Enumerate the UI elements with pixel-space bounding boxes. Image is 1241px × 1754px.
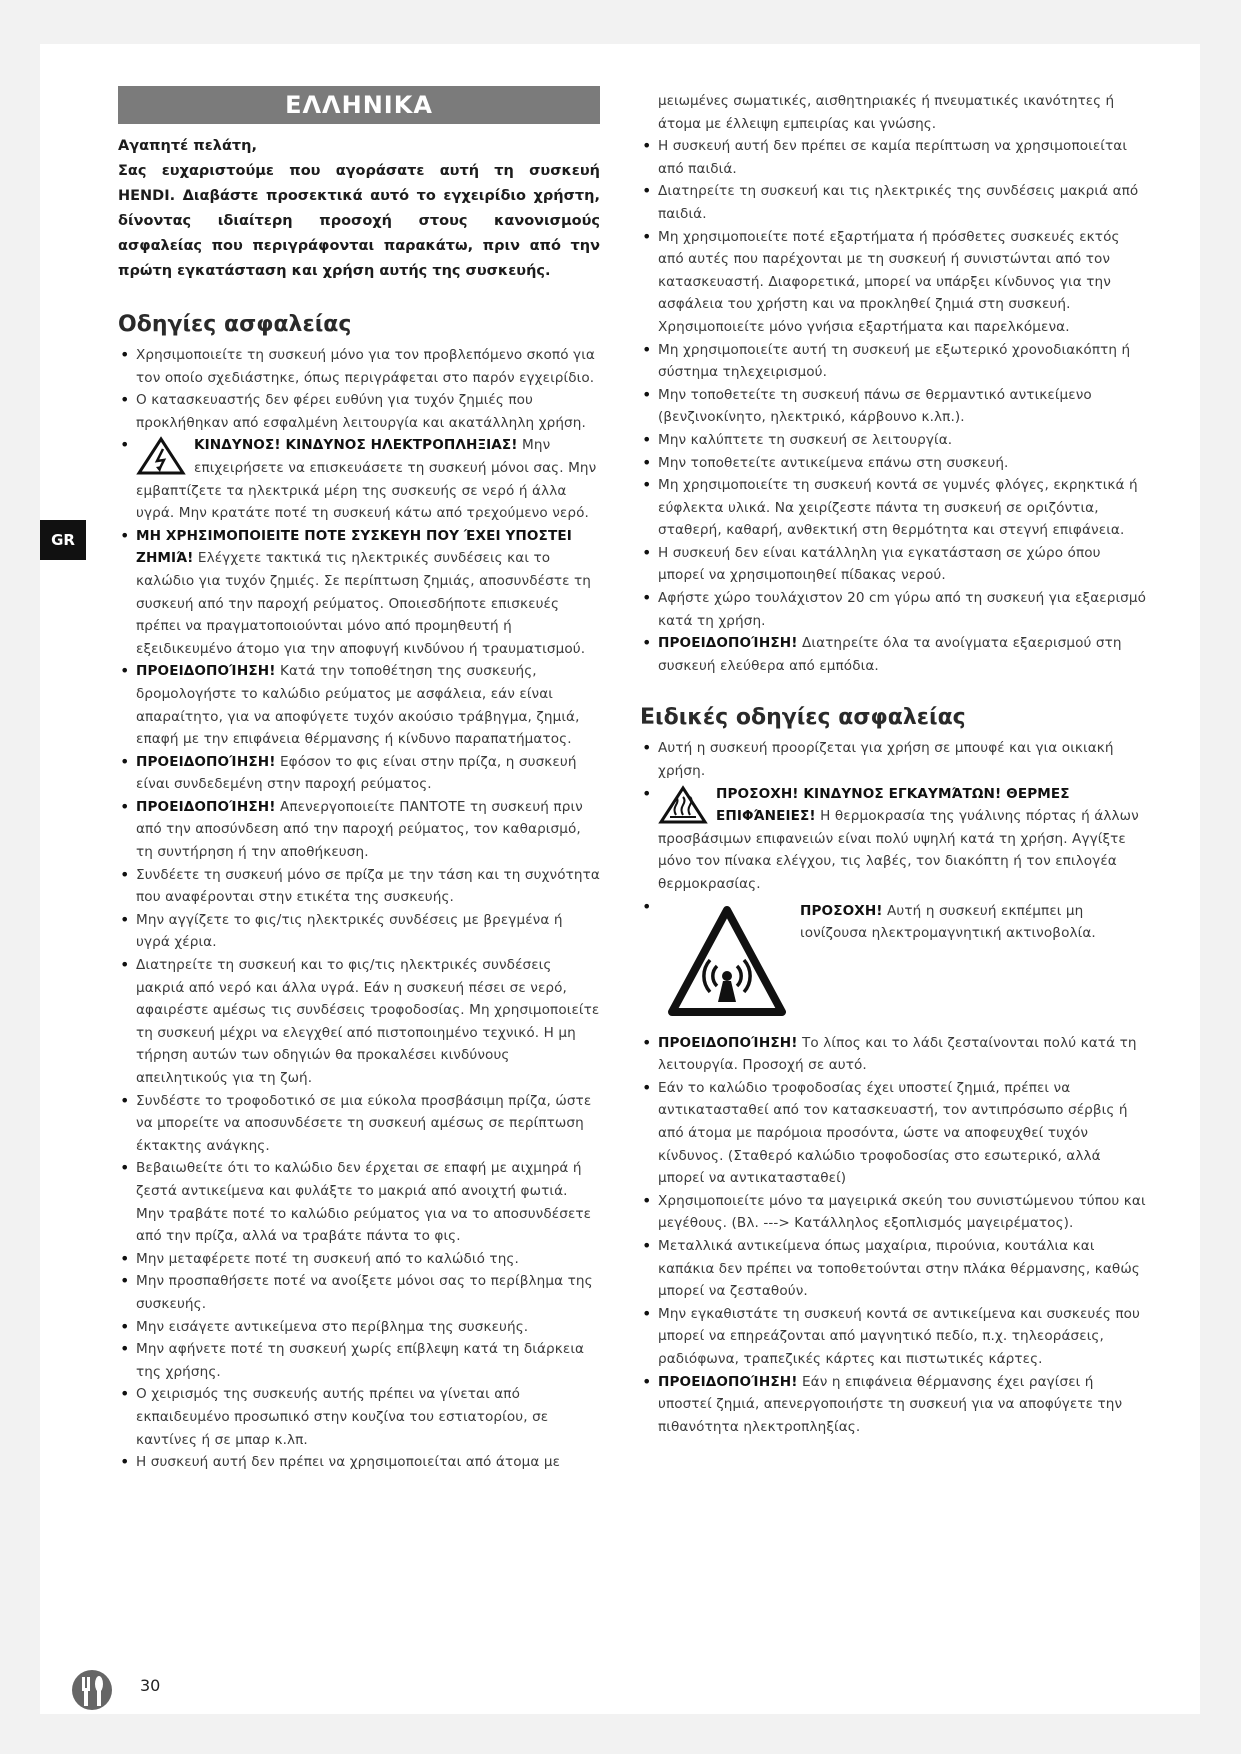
list-item: • Μη χρησιμοποιείτε τη συσκευή κοντά σε γυμνές φλόγες, εκρηκτικά ή εύφλεκτα υλικά. Να χειρίζεστε πάντα τη συσκευή σε οριζόντια, σταθερή, καθαρή, ανθεκτική στη θερμότητα και στεγνή επιφάνεια.: [640, 474, 1148, 542]
warning-text: Το λίπος και το λάδι ζεσταίνονται πολύ κατά τη λειτουργία. Προσοχή σε αυτό.: [658, 1034, 1137, 1074]
list-item: • Μην εισάγετε αντικείμενα στο περίβλημα της συσκευής.: [118, 1316, 600, 1339]
list-item: • Η συσκευή δεν είναι κατάλληλη για εγκατάσταση σε χώρο όπου μπορεί να χρησιμοποιηθεί πίδακας νερού.: [640, 542, 1148, 587]
list-item: • Μην μεταφέρετε ποτέ τη συσκευή από το καλώδιό της.: [118, 1248, 600, 1271]
list-item: • Μη χρησιμοποιείτε ποτέ εξαρτήματα ή πρόσθετες συσκευές εκτός από αυτές που παρέχονται με τη συσκευή ή συνιστώνται από τον κατασκευαστή. Διαφορετικά, μπορεί να υπάρξει κίνδυνος για την ασφάλεια του χρήστη και να προκληθεί ζημιά στη συσκευή. Χρησιμοποιείτε μόνο γνήσια εξαρτήματα και παρελκόμενα.: [640, 226, 1148, 339]
list-item: [640, 783, 1148, 896]
right-column: [640, 90, 1148, 1438]
radiation-text-wrap: [800, 896, 1148, 945]
intro: [118, 134, 600, 284]
intro-text: Σας ευχαριστούμε που αγοράσατε αυτή τη συσκευή HENDI. Διαβάστε προσεκτικά αυτό το εγχειρίδιο χρήστη, δίνοντας ιδιαίτερη προσοχή στους κανονισμούς ασφαλείας που περιγράφονται παρακάτω, πριν από την πρώτη εγκατάσταση και χρήση αυτής της συσκευής.: [118, 163, 600, 279]
greeting: Αγαπητέ πελάτη,: [118, 138, 257, 154]
safety-list: [118, 344, 600, 1474]
list-item: [118, 525, 600, 661]
warning-label: ΠΡΟΕΙΔΟΠΟΊΗΣΗ!: [658, 1373, 798, 1390]
language-tab: GR: [40, 520, 86, 560]
list-item: • Διατηρείτε τη συσκευή και το φις/τις ηλεκτρικές συνδέσεις μακριά από νερό και άλλα υγρά. Εάν η συσκευή πέσει σε νερό, αφαιρέστε αμέσως τις συνδέσεις τροφοδοσίας. Μη χρησιμοποιείτε τη συσκευή μέχρι να ελεγχθεί από πιστοποιημένο τεχνικό. Η μη τήρηση αυτών των οδηγιών θα προκαλέσει κινδύνους απειλητικούς για τη ζωή.: [118, 954, 600, 1090]
warning-text: Κατά την τοποθέτηση της συσκευής, δρομολογήστε το καλώδιο ρεύματος με ασφάλεια, εάν είναι απαραίτητο, για να αποφύγετε τυχόν ακούσιο τράβηγμα, ζημιά, επαφή με την επιφάνεια θέρμανσης ή κίνδυνο παραπατήματος.: [136, 663, 580, 748]
list-item: • Συνδέστε το τροφοδοτικό σε μια εύκολα προσβάσιμη πρίζα, ώστε να μπορείτε να αποσυνδέσετε τη συσκευή αμέσως σε περίπτωση έκτακτης ανάγκης.: [118, 1090, 600, 1158]
list-item: [640, 632, 1148, 677]
damaged-text: Ελέγχετε τακτικά τις ηλεκτρικές συνδέσεις και το καλώδιο για τυχόν ζημιές. Σε περίπτωση ζημιάς, αποσυνδέστε τη συσκευή από την παροχή ρεύματος. Οποιεσδήποτε επισκευές πρέπει να πραγματοποιούνται μόνο από προμηθευτή ή εξειδικευμένο άτομο για την αποφυγή κινδύνου ή τραυματισμού.: [136, 550, 591, 657]
list-item: • Μη χρησιμοποιείτε αυτή τη συσκευή με εξωτερικό χρονοδιακόπτη ή σύστημα τηλεχειρισμού.: [640, 339, 1148, 384]
warning-label: ΠΡΟΕΙΔΟΠΟΊΗΣΗ!: [658, 1034, 798, 1051]
list-item: • Ο χειρισμός της συσκευής αυτής πρέπει να γίνεται από εκπαιδευμένο προσωπικό στην κουζίνα του εστιατορίου, σε καντίνες ή σε μπαρ κ.λπ.: [118, 1383, 600, 1451]
special-safety-heading: Ειδικές οδηγίες ασφαλείας: [640, 705, 966, 731]
list-item: • Η συσκευή αυτή δεν πρέπει σε καμία περίπτωση να χρησιμοποιείται από παιδιά.: [640, 135, 1148, 180]
safety-heading: Οδηγίες ασφαλείας: [118, 312, 352, 337]
left-column: [118, 86, 600, 1474]
warning-label: ΠΡΟΕΙΔΟΠΟΊΗΣΗ!: [136, 663, 276, 680]
warning-text: Διατηρείτε όλα τα ανοίγματα εξαερισμού στη συσκευή ελεύθερα από εμπόδια.: [658, 635, 1122, 674]
list-item: [640, 1032, 1148, 1077]
continuation-text: μειωμένες σωματικές, αισθητηριακές ή πνευματικές ικανότητες ή άτομα με έλλειψη εμπειρίας και γνώσης.: [658, 93, 1115, 132]
language-banner: ΕΛΛΗΝΙΚΑ: [118, 86, 600, 124]
list-item: • Εάν το καλώδιο τροφοδοσίας έχει υποστεί ζημιά, πρέπει να αντικατασταθεί από τον κατασκευαστή, τον αντιπρόσωπο σέρβις ή από άτομα με παρόμοια προσόντα, ώστε να αποφευχθεί τυχόν κίνδυνος. (Σταθερό καλώδιο τροφοδοσίας στο εσωτερικό, αλλά μπορεί να αντικατασταθεί): [640, 1077, 1148, 1190]
safety-list-continued: [640, 135, 1148, 677]
list-item: [118, 660, 600, 750]
list-item: • Διατηρείτε τη συσκευή και τις ηλεκτρικές της συνδέσεις μακριά από παιδιά.: [640, 180, 1148, 225]
list-item: • Αυτή η συσκευή προορίζεται για χρήση σε μπουφέ και για οικιακή χρήση.: [640, 737, 1148, 782]
list-item: [118, 434, 600, 524]
warning-label: ΠΡΟΕΙΔΟΠΟΊΗΣΗ!: [658, 635, 798, 652]
list-item: • Μην αφήνετε ποτέ τη συσκευή χωρίς επίβλεψη κατά τη διάρκεια της χρήσης.: [118, 1338, 600, 1383]
list-item: • Αφήστε χώρο τουλάχιστον 20 cm γύρω από τη συσκευή για εξαερισμό κατά τη χρήση.: [640, 587, 1148, 632]
list-item: [640, 896, 1148, 1032]
list-item: • Μην αγγίζετε το φις/τις ηλεκτρικές συνδέσεις με βρεγμένα ή υγρά χέρια.: [118, 909, 600, 954]
radiation-row: [658, 896, 1148, 1032]
warning-text: Απενεργοποιείτε ΠΑΝΤΟΤΕ τη συσκευή πριν από την αποσύνδεση από την παροχή ρεύματος, τον καθαρισμό, τη συντήρηση ή την αποθήκευση.: [136, 798, 583, 861]
warning-text: Εφόσον το φις είναι στην πρίζα, η συσκευή είναι συνδεδεμένη στην παροχή ρεύματος.: [136, 753, 577, 793]
warning-label: ΠΡΟΕΙΔΟΠΟΊΗΣΗ!: [136, 753, 276, 770]
radiation-text: Αυτή η συσκευή εκπέμπει μη ιονίζουσα ηλεκτρομαγνητική ακτινοβολία.: [800, 902, 1096, 942]
list-item: • Μην τοποθετείτε αντικείμενα επάνω στη συσκευή.: [640, 452, 1148, 475]
warning-text: Εάν η επιφάνεια θέρμανσης έχει ραγίσει ή υποστεί ζημιά, απενεργοποιήστε τη συσκευή για να αποφύγετε την πιθανότητα ηλεκτροπληξίας.: [658, 1373, 1123, 1435]
list-item: [118, 751, 600, 796]
damaged-label: ΜΗ ΧΡΗΣΙΜΟΠΟΙΕΙΤΕ ΠΟΤΕ ΣΥΣΚΕΥΗ ΠΟΥ ΈΧΕΙ ΥΠΟΣΤΕΙ ΖΗΜΙΆ!: [136, 527, 572, 567]
list-item: • Μην καλύπτετε τη συσκευή σε λειτουργία.: [640, 429, 1148, 452]
list-item: • Βεβαιωθείτε ότι το καλώδιο δεν έρχεται σε επαφή με αιχμηρά ή ζεστά αντικείμενα και φυλάξτε το μακριά από ανοιχτή φωτιά. Μην τραβάτε ποτέ το καλώδιο ρεύματος για να το αποσυνδέσετε από την πρίζα, αλλά να τραβάτε πάντα το φις.: [118, 1157, 600, 1247]
list-item: • Μεταλλικά αντικείμενα όπως μαχαίρια, πιρούνια, κουτάλια και καπάκια δεν πρέπει να τοποθετούνται στην πλάκα θέρμανσης, καθώς μπορεί να ζεσταθούν.: [640, 1235, 1148, 1303]
list-item: [640, 1371, 1148, 1439]
cutlery-logo-icon: [70, 1668, 120, 1712]
list-item: • Χρησιμοποιείτε μόνο τα μαγειρικά σκεύη του συνιστώμενου τύπου και μεγέθους. (Βλ. ---> Κατάλληλος εξοπλισμός μαγειρέματος).: [640, 1190, 1148, 1235]
burn-text: Η θερμοκρασία της γυάλινης πόρτας ή άλλων προσβάσιμων επιφανειών είναι πολύ υψηλή κατά τη χρήση. Αγγίξτε μόνο τον πίνακα ελέγχου, τις λαβές, τον διακόπτη ή τον επιλογέα θερμοκρασίας.: [658, 808, 1139, 892]
list-item: • Μην τοποθετείτε τη συσκευή πάνω σε θερμαντικό αντικείμενο (βενζινοκίνητο, ηλεκτρικό, κάρβουνο κ.λπ.).: [640, 384, 1148, 429]
list-item: • Συνδέετε τη συσκευή μόνο σε πρίζα με την τάση και τη συχνότητα που αναφέρονται στην ετικέτα της συσκευής.: [118, 864, 600, 909]
list-item: • Μην προσπαθήσετε ποτέ να ανοίξετε μόνοι σας το περίβλημα της συσκευής.: [118, 1270, 600, 1315]
electric-shock-warning-icon: [136, 436, 186, 476]
danger-label: ΚΙΝΔΥΝΟΣ! ΚΙΝΔΥΝΟΣ ΗΛΕΚΤΡΟΠΛΗΞΙΑΣ!: [194, 437, 518, 454]
warning-label: ΠΡΟΕΙΔΟΠΟΊΗΣΗ!: [136, 798, 276, 815]
burn-label: ΠΡΟΣΟΧΗ! ΚΙΝΔΥΝΟΣ ΕΓΚΑΥΜΆΤΩΝ! ΘΕΡΜΕΣ ΕΠΙΦΆΝΕΙΕΣ!: [716, 785, 1070, 825]
list-item: • Μην εγκαθιστάτε τη συσκευή κοντά σε αντικείμενα και συσκευές που μπορεί να επηρεάζονται από μαγνητικό πεδίο, π.χ. τηλεοράσεις, ραδιόφωνα, τραπεζικές κάρτες και πιστωτικές κάρτες.: [640, 1303, 1148, 1371]
hot-surface-warning-icon: [658, 785, 708, 825]
caution-label: ΠΡΟΣΟΧΗ!: [800, 902, 883, 919]
list-item: • Χρησιμοποιείτε τη συσκευή μόνο για τον προβλεπόμενο σκοπό για τον οποίο σχεδιάστηκε, όπως περιγράφεται στο παρόν εγχειρίδιο.: [118, 344, 600, 389]
non-ionizing-radiation-icon: [668, 904, 786, 1022]
list-item: • Η συσκευή αυτή δεν πρέπει να χρησιμοποιείται από άτομα με: [118, 1451, 600, 1474]
danger-text: Μην επιχειρήσετε να επισκευάσετε τη συσκευή μόνοι σας. Μην εμβαπτίζετε τα ηλεκτρικά μέρη της συσκευής σε νερό ή άλλα υγρά. Μην κρατάτε ποτέ τη συσκευή κάτω από τρεχούμενο νερό.: [136, 437, 597, 522]
special-safety-list: [640, 737, 1148, 1438]
page-number: 30: [140, 1676, 161, 1695]
list-item: • Ο κατασκευαστής δεν φέρει ευθύνη για τυχόν ζημιές που προκλήθηκαν από εσφαλμένη λειτουργία και ακατάλληλη χρήση.: [118, 389, 600, 434]
list-item: [118, 796, 600, 864]
